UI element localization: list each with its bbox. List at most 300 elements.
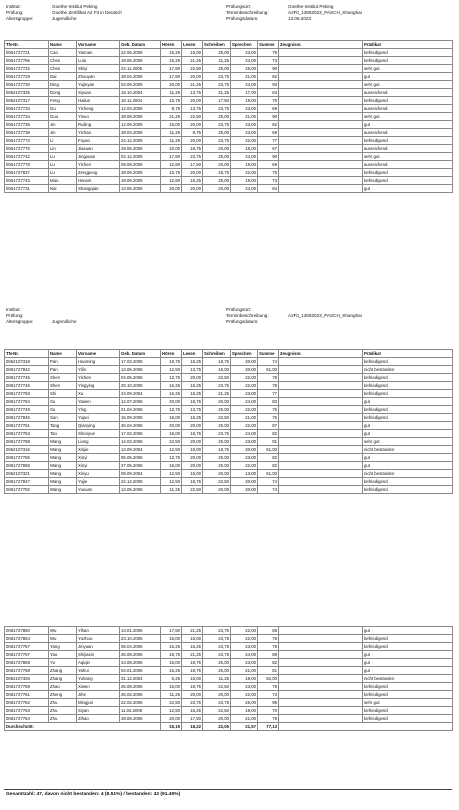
- cell-summe: 93: [258, 81, 279, 89]
- cell-zeugnisnr: [279, 390, 363, 398]
- cell-zeugnisnr: [279, 683, 363, 691]
- cell-summe: 76: [258, 635, 279, 643]
- cell-hoeren: 17,50: [161, 153, 182, 161]
- header-field: [226, 319, 362, 325]
- cell-lesen: 22,50: [182, 65, 203, 73]
- table-row: [5, 382, 453, 390]
- cell-schreiben: 20,00: [203, 470, 231, 478]
- cell-name: Dong: [49, 89, 77, 97]
- column-header-tn-nr: TN-Nr.: [5, 41, 49, 49]
- cell-vorname: Zihao: [77, 715, 120, 723]
- cell-tn-nr: 0061727776: [5, 145, 49, 153]
- cell-geb-datum: 06.04.2006: [120, 643, 161, 651]
- table-row: [5, 643, 453, 651]
- cell-zeugnisnr: [279, 659, 363, 667]
- cell-hoeren: 13,75: [161, 169, 182, 177]
- cell-tn-nr: 0061727729: [5, 73, 49, 81]
- cell-sprechen: 19,00: [231, 161, 258, 169]
- cell-sprechen: 13,00: [231, 470, 258, 478]
- cell-sprechen: 22,00: [231, 627, 258, 635]
- cell-summe: 75: [258, 169, 279, 177]
- cell-tn-nr: 0061727797: [5, 651, 49, 659]
- cell-praedikat: sehr gut: [363, 65, 453, 73]
- cell-praedikat: nicht bestanden: [363, 446, 453, 454]
- average-schreiben: 22,05: [203, 723, 231, 731]
- cell-sprechen: 24,00: [231, 398, 258, 406]
- cell-lesen: 21,25: [182, 627, 203, 635]
- cell-sprechen: 24,00: [231, 81, 258, 89]
- cell-praedikat: befriedigend: [363, 390, 453, 398]
- cell-schreiben: 25,00: [203, 406, 231, 414]
- cell-sprechen: 21,00: [231, 667, 258, 675]
- cell-zeugnisnr: [279, 446, 363, 454]
- cell-hoeren: 8,75: [161, 105, 182, 113]
- cell-hoeren: 18,75: [161, 651, 182, 659]
- cell-schreiben: 23,75: [203, 105, 231, 113]
- cell-sprechen: 19,00: [231, 675, 258, 683]
- cell-lesen: 20,00: [182, 422, 203, 430]
- cell-schreiben: 20,00: [203, 486, 231, 494]
- column-header-sprechen: Sprechen: [231, 41, 258, 49]
- header-field-label: Prüfungsdatum:: [226, 16, 259, 21]
- cell-zeugnisnr: [279, 97, 363, 105]
- column-header-praedikat: Prädikat: [363, 41, 453, 49]
- cell-schreiben: 15,00: [203, 366, 231, 374]
- cell-geb-datum: 28.09.2005: [120, 169, 161, 177]
- cell-summe: 61,00: [258, 446, 279, 454]
- cell-tn-nr: 0061727859: [5, 659, 49, 667]
- cell-sprechen: 23,00: [231, 643, 258, 651]
- cell-zeugnisnr: [279, 57, 363, 65]
- cell-geb-datum: 26.08.2006: [120, 651, 161, 659]
- header-field: [226, 16, 362, 22]
- cell-schreiben: 20,00: [203, 161, 231, 169]
- cell-vorname: Xinyi: [77, 454, 120, 462]
- cell-sprechen: 22,00: [231, 169, 258, 177]
- cell-hoeren: 13,75: [161, 406, 182, 414]
- table-row: [5, 675, 453, 683]
- cell-tn-nr: 0061727778: [5, 161, 49, 169]
- cell-zeugnisnr: [279, 470, 363, 478]
- cell-praedikat: befriedigend: [363, 97, 453, 105]
- cell-geb-datum: 24.12.2005: [120, 137, 161, 145]
- cell-name: Gu: [49, 105, 77, 113]
- cell-vorname: Yichao: [77, 129, 120, 137]
- cell-name: Zhu: [49, 707, 77, 715]
- cell-vorname: Xu: [77, 390, 120, 398]
- cell-schreiben: 21,25: [203, 390, 231, 398]
- cell-name: Zhang: [49, 667, 77, 675]
- results-table-3: [4, 626, 453, 731]
- cell-zeugnisnr: [279, 169, 363, 177]
- cell-lesen: 16,25: [182, 358, 203, 366]
- table-row: [5, 390, 453, 398]
- cell-schreiben: 23,75: [203, 699, 231, 707]
- cell-sprechen: 22,00: [231, 462, 258, 470]
- cell-name: Tao: [49, 430, 77, 438]
- cell-zeugnisnr: [279, 382, 363, 390]
- cell-name: Wang: [49, 454, 77, 462]
- cell-praedikat: sehr gut: [363, 438, 453, 446]
- cell-hoeren: 22,50: [161, 699, 182, 707]
- cell-name: Wu: [49, 627, 77, 635]
- cell-vorname: Yawen: [77, 398, 120, 406]
- header-field-label: Institut:: [6, 307, 21, 312]
- column-header-praedikat: Prädikat: [363, 350, 453, 358]
- cell-geb-datum: 13.06.2006: [120, 366, 161, 374]
- column-header-vorname: Vorname: [77, 350, 120, 358]
- cell-schreiben: 25,00: [203, 454, 231, 462]
- cell-praedikat: befriedigend: [363, 643, 453, 651]
- table-row: [5, 129, 453, 137]
- header-field-value: A2Fit_13062023_PASCH_Shanghai: [288, 313, 362, 318]
- header-field-label: Altersgruppe:: [6, 319, 34, 324]
- cell-tn-nr: 0061727722: [5, 65, 49, 73]
- cell-name: Ding: [49, 81, 77, 89]
- cell-vorname: Fuyao: [77, 137, 120, 145]
- cell-name: Zheng: [49, 691, 77, 699]
- cell-tn-nr: 0061727854: [5, 635, 49, 643]
- cell-tn-nr: 0061727738: [5, 129, 49, 137]
- cell-lesen: 13,75: [182, 89, 203, 97]
- cell-vorname: Aqiqin: [77, 659, 120, 667]
- cell-praedikat: befriedigend: [363, 486, 453, 494]
- cell-lesen: 20,00: [182, 97, 203, 105]
- cell-hoeren: 12,50: [161, 707, 182, 715]
- cell-praedikat: ausreichend: [363, 105, 453, 113]
- cell-vorname: Lulu: [77, 57, 120, 65]
- cell-lesen: 20,00: [182, 462, 203, 470]
- cell-hoeren: 16,25: [161, 390, 182, 398]
- cell-tn-nr: 0061727743: [5, 177, 49, 185]
- cell-praedikat: gut: [363, 454, 453, 462]
- cell-zeugnisnr: [279, 89, 363, 97]
- cell-lesen: 21,25: [182, 81, 203, 89]
- cell-summe: 73: [258, 691, 279, 699]
- cell-schreiben: 23,75: [203, 382, 231, 390]
- cell-tn-nr: 0061727758: [5, 667, 49, 675]
- cell-sprechen: 21,00: [231, 73, 258, 81]
- cell-hoeren: 13,75: [161, 374, 182, 382]
- cell-name: Wu: [49, 635, 77, 643]
- cell-lesen: 16,25: [182, 643, 203, 651]
- table-row: [5, 414, 453, 422]
- cell-lesen: 13,75: [182, 105, 203, 113]
- cell-summe: 77: [258, 137, 279, 145]
- header-field-label: Prüfungsort:: [226, 307, 252, 312]
- cell-vorname: Yichen: [77, 161, 120, 169]
- cell-hoeren: 16,25: [161, 49, 182, 57]
- cell-hoeren: 12,50: [161, 470, 182, 478]
- cell-tn-nr: 0061727735: [5, 121, 49, 129]
- cell-tn-nr: 0061727733: [5, 105, 49, 113]
- cell-zeugnisnr: [279, 651, 363, 659]
- cell-sprechen: 24,00: [231, 57, 258, 65]
- table-row: [5, 398, 453, 406]
- cell-zeugnisnr: [279, 145, 363, 153]
- cell-summe: 78: [258, 374, 279, 382]
- table-row: [5, 73, 453, 81]
- cell-lesen: 16,25: [182, 414, 203, 422]
- summary-footer: Gesamtzahl: 47, davon nicht bestanden: 4 (8.51%) / bestanden: 43 (91.49%): [6, 792, 181, 797]
- cell-lesen: 17,50: [182, 161, 203, 169]
- cell-lesen: 17,50: [182, 715, 203, 723]
- cell-geb-datum: 12.09.2005: [120, 121, 161, 129]
- cell-schreiben: 18,75: [203, 446, 231, 454]
- cell-lesen: 23,75: [182, 153, 203, 161]
- cell-name: Su: [49, 406, 77, 414]
- header-left-block1: [6, 4, 122, 22]
- cell-praedikat: gut: [363, 667, 453, 675]
- cell-tn-nr: 0061727837: [5, 169, 49, 177]
- cell-summe: 82: [258, 659, 279, 667]
- cell-summe: 82: [258, 430, 279, 438]
- table-row: [5, 137, 453, 145]
- cell-zeugnisnr: [279, 414, 363, 422]
- cell-lesen: 10,00: [182, 446, 203, 454]
- cell-summe: 79: [258, 683, 279, 691]
- cell-hoeren: 12,50: [161, 177, 182, 185]
- cell-zeugnisnr: [279, 113, 363, 121]
- cell-tn-nr: 0061727792: [5, 486, 49, 494]
- cell-geb-datum: 24.12.2005: [120, 478, 161, 486]
- cell-name: Yao: [49, 651, 77, 659]
- table-row: [5, 113, 453, 121]
- cell-name: Lu: [49, 169, 77, 177]
- cell-schreiben: 11,25: [203, 675, 231, 683]
- cell-lesen: 16,25: [182, 390, 203, 398]
- cell-tn-nr: 0061727783: [5, 390, 49, 398]
- cell-summe: 91: [258, 438, 279, 446]
- cell-summe: 74: [258, 478, 279, 486]
- cell-name: Cao: [49, 49, 77, 57]
- cell-tn-nr: 0061727773: [5, 137, 49, 145]
- cell-summe: 82: [258, 121, 279, 129]
- cell-schreiben: 23,75: [203, 651, 231, 659]
- cell-tn-nr: 0061727763: [5, 707, 49, 715]
- cell-vorname: Qianying: [77, 422, 120, 430]
- table-row: [5, 691, 453, 699]
- column-header-name: Name: [49, 350, 77, 358]
- cell-hoeren: 17,50: [161, 627, 182, 635]
- cell-sprechen: 24,00: [231, 651, 258, 659]
- cell-sprechen: 22,00: [231, 422, 258, 430]
- cell-vorname: Ying: [77, 406, 120, 414]
- cell-hoeren: 13,75: [161, 97, 182, 105]
- cell-geb-datum: 23.10.2005: [120, 635, 161, 643]
- cell-summe: 81: [258, 667, 279, 675]
- cell-schreiben: 23,75: [203, 81, 231, 89]
- cell-praedikat: befriedigend: [363, 715, 453, 723]
- cell-name: Shi: [49, 390, 77, 398]
- cell-schreiben: 23,75: [203, 643, 231, 651]
- cell-hoeren: 11,25: [161, 89, 182, 97]
- cell-name: Shen: [49, 374, 77, 382]
- cell-tn-nr: 0061727751: [5, 422, 49, 430]
- cell-zeugnisnr: [279, 486, 363, 494]
- cell-zeugnisnr: [279, 374, 363, 382]
- cell-lesen: 15,00: [182, 49, 203, 57]
- cell-sprechen: 21,00: [231, 113, 258, 121]
- cell-schreiben: 25,00: [203, 422, 231, 430]
- cell-praedikat: befriedigend: [363, 691, 453, 699]
- cell-sprechen: 23,00: [231, 454, 258, 462]
- cell-geb-datum: 09.08.2006: [120, 161, 161, 169]
- column-header-lesen: Lesen: [182, 41, 203, 49]
- cell-sprechen: 23,00: [231, 49, 258, 57]
- results-table-1: [4, 40, 453, 193]
- cell-lesen: 20,00: [182, 438, 203, 446]
- table-row: [5, 635, 453, 643]
- footer-rule: [4, 789, 452, 790]
- cell-lesen: 23,75: [182, 699, 203, 707]
- cell-geb-datum: 13.05.2006: [120, 185, 161, 193]
- cell-schreiben: 23,75: [203, 73, 231, 81]
- table-row: [5, 97, 453, 105]
- cell-schreiben: 20,00: [203, 691, 231, 699]
- table-row: [5, 470, 453, 478]
- cell-summe: 90: [258, 153, 279, 161]
- table-row: [5, 430, 453, 438]
- cell-sprechen: 19,00: [231, 177, 258, 185]
- header-field-value: Jugendliche: [52, 16, 77, 21]
- header-field-label: Prüfungsort:: [226, 4, 252, 9]
- cell-tn-nr: 0061727788: [5, 438, 49, 446]
- cell-vorname: Yilin: [77, 366, 120, 374]
- cell-name: Wang: [49, 446, 77, 454]
- cell-praedikat: gut: [363, 651, 453, 659]
- cell-praedikat: nicht bestanden: [363, 366, 453, 374]
- cell-lesen: 20,00: [182, 73, 203, 81]
- table-row: [5, 438, 453, 446]
- cell-schreiben: 25,00: [203, 113, 231, 121]
- cell-summe: 70: [258, 707, 279, 715]
- cell-sprechen: 23,00: [231, 390, 258, 398]
- cell-schreiben: 20,00: [203, 185, 231, 193]
- cell-tn-nr: 0061727730: [5, 81, 49, 89]
- table-row: [5, 161, 453, 169]
- cell-praedikat: befriedigend: [363, 635, 453, 643]
- cell-tn-nr: 0061727734: [5, 113, 49, 121]
- cell-zeugnisnr: [279, 177, 363, 185]
- column-header-hoeren: Hören: [161, 41, 182, 49]
- cell-praedikat: befriedigend: [363, 57, 453, 65]
- cell-vorname: Yingying: [77, 382, 120, 390]
- table-row: [5, 683, 453, 691]
- table-row: [5, 105, 453, 113]
- cell-summe: 82: [258, 462, 279, 470]
- table-row: [5, 462, 453, 470]
- cell-name: Wang: [49, 470, 77, 478]
- cell-praedikat: gut: [363, 73, 453, 81]
- cell-sprechen: 22,00: [231, 137, 258, 145]
- cell-name: Wang: [49, 478, 77, 486]
- cell-lesen: 20,00: [182, 121, 203, 129]
- header-field-value: Goethe-Institut Peking: [288, 4, 334, 9]
- cell-name: Wang: [49, 462, 77, 470]
- cell-vorname: Yihan: [77, 627, 120, 635]
- cell-hoeren: 17,50: [161, 65, 182, 73]
- cell-tn-nr: 0061727847: [5, 478, 49, 486]
- cell-name: Chen: [49, 65, 77, 73]
- cell-tn-nr: 0062107316: [5, 446, 49, 454]
- cell-sprechen: 17,00: [231, 89, 258, 97]
- cell-sprechen: 19,00: [231, 707, 258, 715]
- average-lesen: 18,22: [182, 723, 203, 731]
- cell-summe: 61,00: [258, 470, 279, 478]
- cell-sprechen: 23,00: [231, 659, 258, 667]
- cell-geb-datum: 26.04.2006: [120, 422, 161, 430]
- cell-tn-nr: 0062107326: [5, 675, 49, 683]
- cell-zeugnisnr: [279, 105, 363, 113]
- header-right-block2: [226, 307, 362, 325]
- table-row: [5, 145, 453, 153]
- header-field-label: Prüfung:: [6, 313, 24, 318]
- cell-hoeren: 12,50: [161, 366, 182, 374]
- cell-name: Pan: [49, 366, 77, 374]
- header-field-label: Terminbeschreibung:: [226, 313, 269, 318]
- cell-sprechen: 25,00: [231, 65, 258, 73]
- cell-hoeren: 12,50: [161, 446, 182, 454]
- cell-summe: 75: [258, 414, 279, 422]
- cell-sprechen: 23,00: [231, 105, 258, 113]
- cell-praedikat: gut: [363, 121, 453, 129]
- results-table-2: [4, 349, 453, 494]
- table-row: [5, 422, 453, 430]
- cell-tn-nr: 0062107325: [5, 89, 49, 97]
- cell-schreiben: 25,00: [203, 462, 231, 470]
- cell-schreiben: 17,50: [203, 97, 231, 105]
- cell-lesen: 18,75: [182, 659, 203, 667]
- cell-zeugnisnr: [279, 422, 363, 430]
- cell-name: Lu: [49, 153, 77, 161]
- cell-praedikat: nicht bestanden: [363, 675, 453, 683]
- cell-zeugnisnr: [279, 129, 363, 137]
- cell-geb-datum: 12.03.2006: [120, 105, 161, 113]
- cell-summe: 84: [258, 185, 279, 193]
- cell-zeugnisnr: [279, 715, 363, 723]
- cell-schreiben: 18,75: [203, 169, 231, 177]
- column-header-geb-datum: Geb. Datum: [120, 41, 161, 49]
- table-row: [5, 486, 453, 494]
- cell-hoeren: 15,00: [161, 121, 182, 129]
- cell-hoeren: 15,00: [161, 430, 182, 438]
- cell-lesen: 16,25: [182, 382, 203, 390]
- cell-zeugnisnr: [279, 185, 363, 193]
- cell-summe: 74: [258, 358, 279, 366]
- cell-lesen: 15,00: [182, 635, 203, 643]
- cell-sprechen: 20,00: [231, 446, 258, 454]
- cell-tn-nr: 0061727755: [5, 454, 49, 462]
- cell-geb-datum: 24.08.2006: [120, 659, 161, 667]
- cell-summe: 90: [258, 113, 279, 121]
- average-empty: [279, 723, 453, 731]
- header-left-block2: [6, 307, 77, 325]
- cell-geb-datum: 04.01.2006: [120, 667, 161, 675]
- cell-geb-datum: 25.08.2006: [120, 683, 161, 691]
- header-field-value: A2Fit_13062023_PASCH_Shanghai: [288, 10, 362, 15]
- cell-summe: 69: [258, 161, 279, 169]
- table-row: [5, 454, 453, 462]
- cell-praedikat: befriedigend: [363, 169, 453, 177]
- cell-geb-datum: 17.02.2006: [120, 430, 161, 438]
- cell-name: Feng: [49, 97, 77, 105]
- cell-geb-datum: 26.02.2006: [120, 691, 161, 699]
- column-header-sprechen: Sprechen: [231, 350, 258, 358]
- cell-praedikat: befriedigend: [363, 414, 453, 422]
- cell-zeugnisnr: [279, 406, 363, 414]
- cell-sprechen: 20,00: [231, 486, 258, 494]
